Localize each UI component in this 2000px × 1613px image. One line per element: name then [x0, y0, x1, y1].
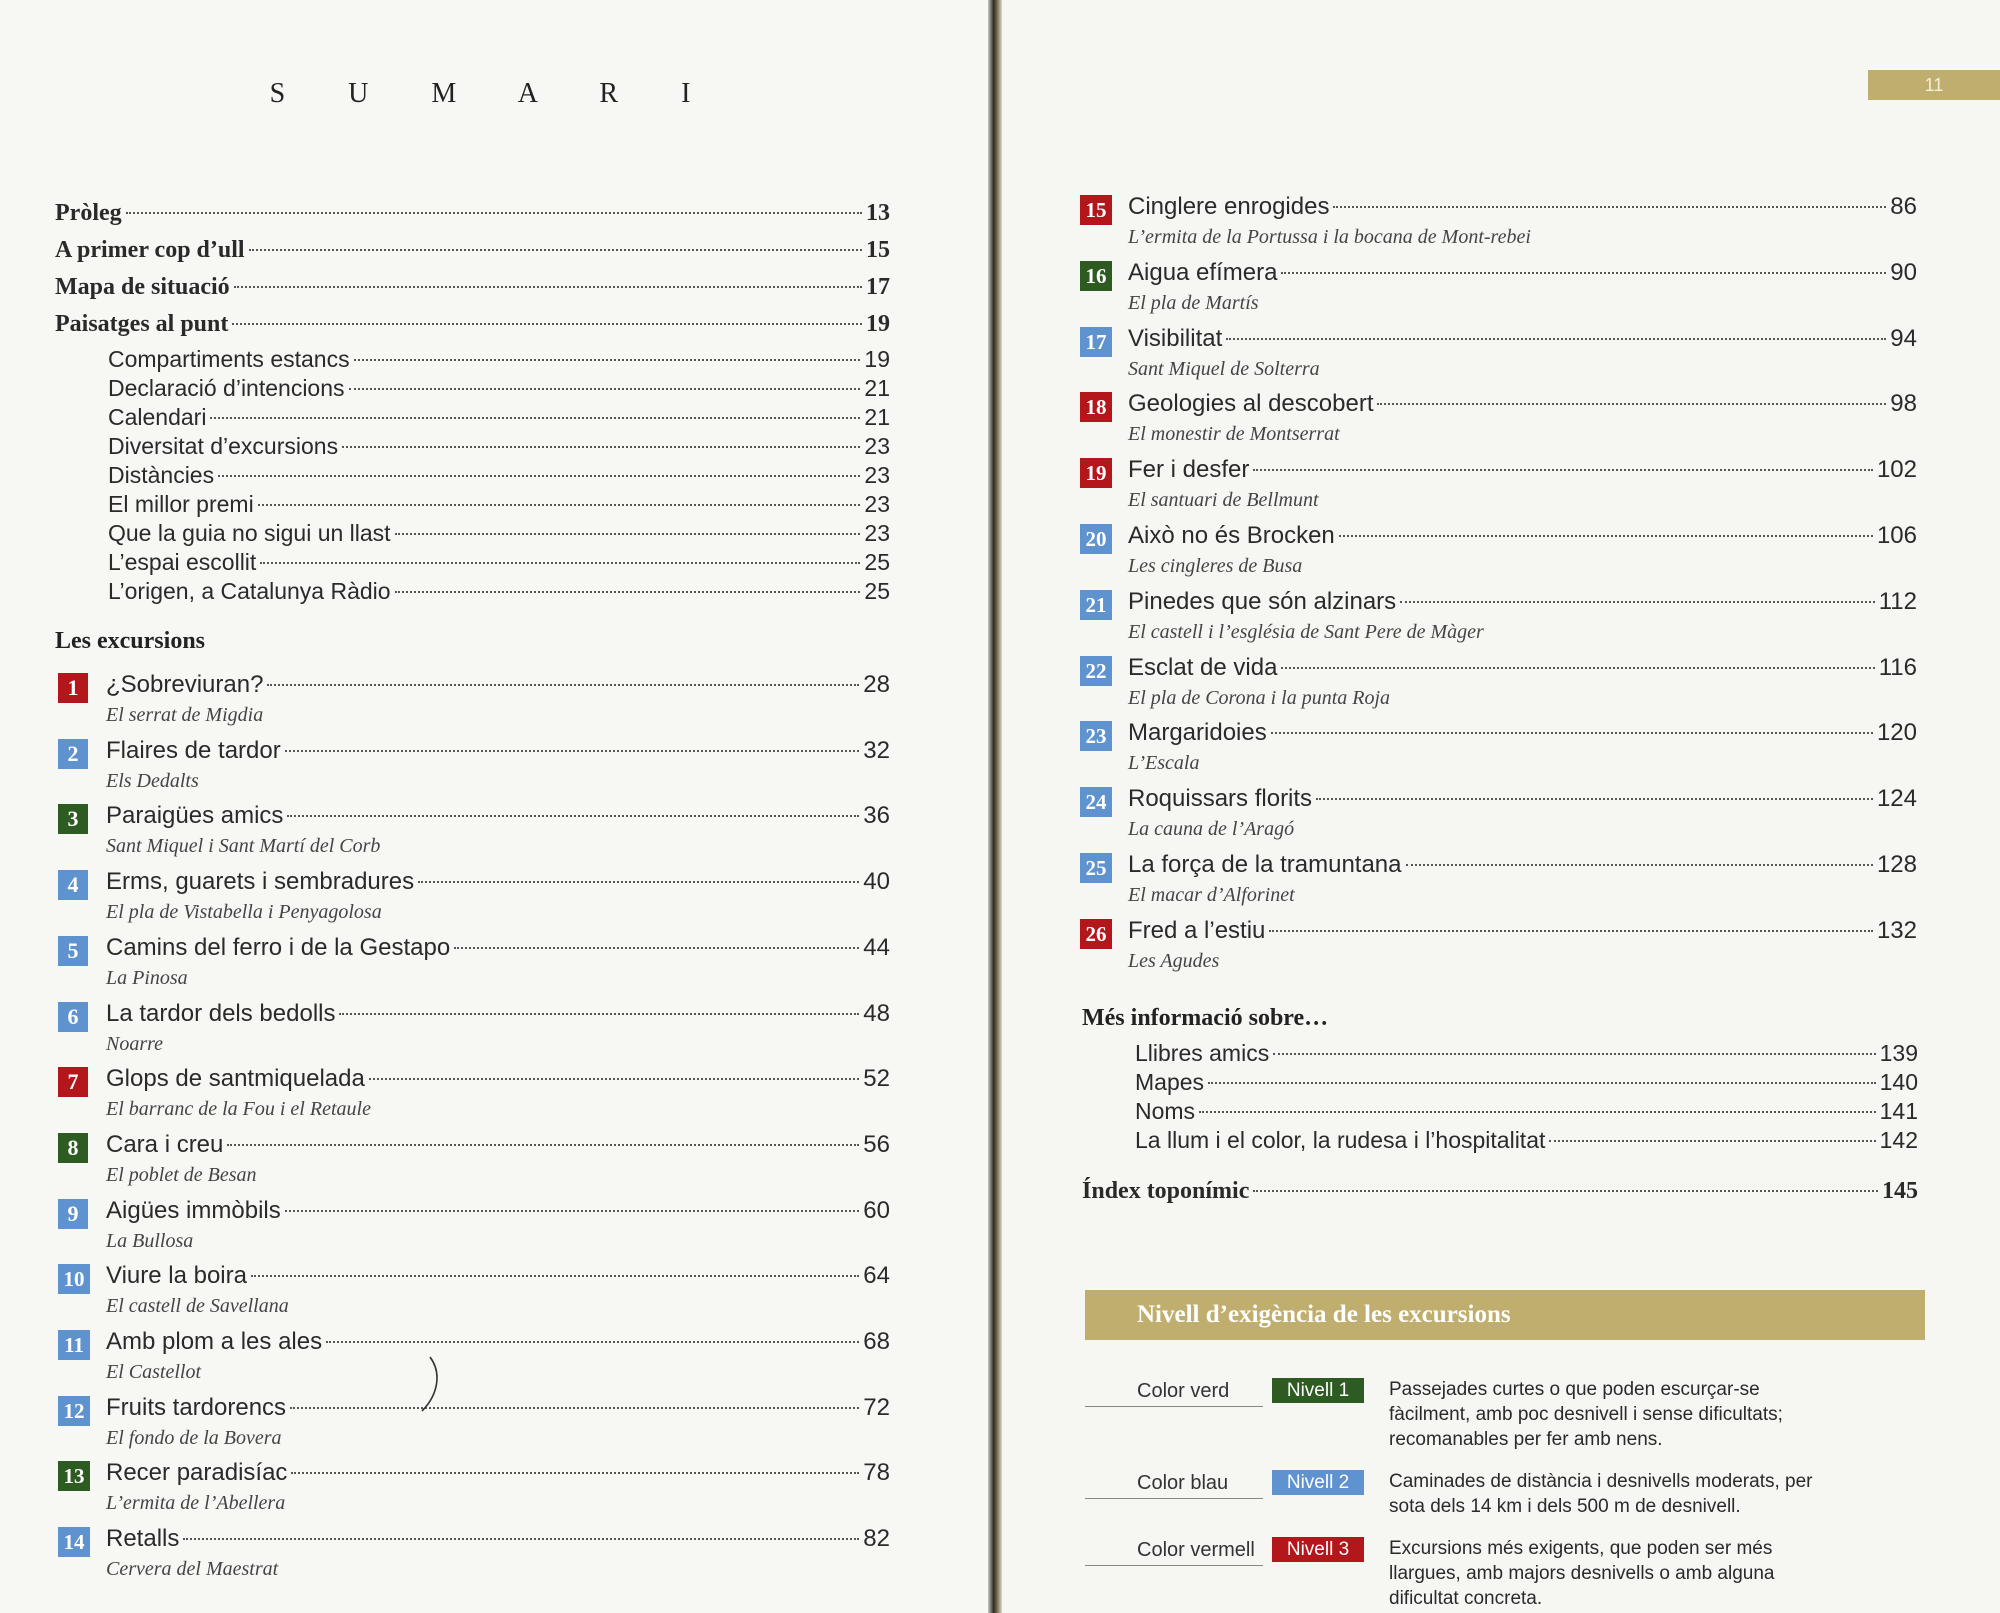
excursion-entry[interactable] [1128, 785, 1917, 813]
more-info-entry-label: Llibres amics [1135, 1040, 1270, 1066]
excursion-number-badge: 4 [58, 870, 88, 900]
toc-entry[interactable] [55, 274, 890, 301]
level-underline [1085, 1565, 1263, 1566]
dot-leader [1199, 1111, 1876, 1113]
toc-subentry[interactable] [108, 462, 890, 489]
dot-leader [1208, 1082, 1876, 1084]
excursion-subtitle: L’ermita de la Portussa i la bocana de Mont-rebei [1128, 226, 1531, 248]
level-tag: Nivell 3 [1272, 1537, 1364, 1562]
excursion-entry[interactable] [1128, 325, 1917, 353]
dot-leader [369, 1078, 859, 1080]
excursion-entry-label: Flaires de tardor [106, 736, 281, 764]
toc-entry-label: Pròleg [55, 200, 122, 226]
toc-entry-label: A primer cop d’ull [55, 237, 245, 263]
excursion-entry-label: ¿Sobreviuran? [106, 671, 264, 698]
toc-subentry-label: L’origen, a Catalunya Ràdio [108, 578, 391, 604]
level-color-name: Color verd [1137, 1380, 1230, 1402]
excursion-entry[interactable] [106, 1197, 890, 1225]
more-info-entry[interactable] [1135, 1127, 1918, 1154]
excursion-entry-label: Camins del ferro i de la Gestapo [106, 933, 451, 961]
toc-subentry-label: Diversitat d’excursions [108, 433, 339, 459]
excursion-number-badge: 6 [58, 1002, 88, 1032]
excursion-entry-page: 64 [863, 1262, 890, 1290]
toc-subentry-label: Calendari [108, 404, 207, 430]
excursions-heading: Les excursions [55, 628, 205, 654]
dot-leader [354, 359, 861, 361]
toc-subentry-label: El millor premi [108, 491, 254, 517]
excursion-subtitle: El monestir de Montserrat [1128, 423, 1340, 446]
excursion-subtitle: El Castellot [106, 1361, 201, 1383]
excursion-entry-page: 102 [1876, 456, 1917, 484]
excursion-entry[interactable] [106, 737, 890, 765]
dot-leader [454, 947, 859, 949]
excursion-entry-label: La tardor dels bedolls [106, 999, 336, 1027]
dot-leader [1253, 469, 1873, 471]
excursion-entry[interactable] [1128, 522, 1917, 550]
excursion-entry-page: 90 [1890, 258, 1917, 286]
excursion-number-badge: 25 [1080, 853, 1112, 883]
dot-leader [1333, 206, 1886, 208]
toc-subentry[interactable] [108, 346, 890, 373]
excursion-entry-page: 72 [863, 1393, 890, 1421]
excursion-entry[interactable] [106, 868, 890, 896]
toc-subentry-page: 23 [864, 433, 890, 459]
excursion-entry-page: 116 [1878, 653, 1917, 681]
toc-subentry-label: Distàncies [108, 462, 215, 488]
excursion-subtitle: La Bullosa [106, 1229, 194, 1252]
toc-entry-label: Paisatges al punt [55, 311, 229, 337]
dot-leader [1316, 798, 1873, 800]
toc-entry[interactable] [55, 237, 890, 264]
dot-leader [290, 1407, 859, 1409]
excursion-entry-label: Amb plom a les ales [106, 1328, 323, 1355]
dot-leader [1339, 535, 1873, 537]
excursion-entry-label: Glops de santmiquelada [106, 1065, 365, 1093]
excursion-entry-label: Margaridoies [1128, 719, 1267, 747]
dot-leader [1377, 403, 1886, 405]
excursion-subtitle: El castell de Savellana [106, 1295, 289, 1318]
excursion-entry-page: 78 [863, 1459, 890, 1487]
excursion-entry[interactable] [1128, 390, 1917, 418]
excursion-number-badge: 11 [58, 1330, 90, 1360]
more-info-entry[interactable] [1135, 1040, 1918, 1067]
dot-leader [1253, 1190, 1878, 1192]
excursion-entry-label: Aigües immòbils [106, 1196, 281, 1224]
excursion-entry-page: 40 [863, 868, 890, 896]
dot-leader [291, 1472, 859, 1474]
excursion-number-badge: 9 [58, 1199, 88, 1229]
excursion-entry-page: 132 [1876, 916, 1917, 944]
book-gutter [988, 0, 1002, 1613]
page-number: 11 [1868, 70, 2000, 100]
dot-leader [232, 323, 862, 325]
dot-leader [1226, 338, 1886, 340]
excursion-subtitle: Els Dedalts [106, 769, 199, 792]
excursion-subtitle: L’Escala [1128, 752, 1200, 775]
index-entry[interactable] [1082, 1178, 1918, 1205]
page-title: S U M A R I [269, 78, 719, 109]
excursion-entry[interactable] [1128, 259, 1917, 287]
excursion-entry-page: 28 [863, 671, 890, 698]
toc-subentry[interactable] [108, 491, 890, 518]
excursion-subtitle: Les Agudes [1128, 949, 1220, 972]
excursion-entry[interactable] [1128, 193, 1917, 221]
level-tag: Nivell 1 [1272, 1378, 1364, 1403]
more-info-entry-label: La llum i el color, la rudesa i l’hospitalitat [1135, 1127, 1546, 1153]
dot-leader [1406, 864, 1873, 866]
excursion-entry[interactable] [106, 1000, 890, 1028]
excursion-entry-page: 56 [863, 1130, 890, 1158]
more-info-entry-page: 141 [1879, 1098, 1918, 1124]
toc-subentry[interactable] [108, 520, 890, 547]
excursion-subtitle: Sant Miquel de Solterra [1128, 357, 1320, 380]
index-entry-label: Índex toponímic [1082, 1178, 1250, 1204]
excursion-number-badge: 15 [1080, 195, 1112, 225]
excursion-entry[interactable] [106, 1262, 890, 1290]
dot-leader [258, 504, 861, 506]
excursion-entry-label: Roquissars florits [1128, 785, 1313, 813]
excursion-entry-page: 48 [863, 999, 890, 1027]
excursion-number-badge: 22 [1080, 656, 1112, 686]
toc-entry[interactable] [55, 200, 890, 227]
excursion-entry-label: Geologies al descobert [1128, 390, 1374, 418]
pencil-mark-icon [420, 1355, 460, 1415]
excursion-entry-label: La força de la tramuntana [1128, 851, 1402, 878]
excursion-entry-page: 98 [1890, 390, 1917, 418]
excursion-number-badge: 24 [1080, 787, 1112, 817]
excursion-entry[interactable] [1128, 588, 1917, 616]
excursion-number-badge: 12 [58, 1396, 90, 1426]
toc-subentry[interactable] [108, 375, 890, 402]
toc-subentry[interactable] [108, 549, 890, 576]
dot-leader [234, 286, 862, 288]
toc-subentry-label: Que la guia no sigui un llast [108, 520, 391, 546]
excursion-number-badge: 2 [58, 739, 88, 769]
excursion-entry[interactable] [106, 934, 890, 962]
excursion-entry-label: Erms, guarets i sembradures [106, 868, 415, 896]
more-info-entry-label: Mapes [1135, 1069, 1205, 1095]
excursion-entry-page: 128 [1876, 851, 1917, 878]
toc-subentry[interactable] [108, 433, 890, 460]
excursion-entry[interactable] [1128, 456, 1917, 484]
dot-leader [1281, 667, 1874, 669]
excursion-subtitle: El pla de Martís [1128, 291, 1259, 314]
excursion-subtitle: La cauna de l’Aragó [1128, 818, 1295, 841]
dot-leader [218, 475, 860, 477]
dot-leader [349, 388, 861, 390]
excursion-entry-label: Paraigües amics [106, 802, 284, 830]
dot-leader [1269, 930, 1873, 932]
excursion-entry[interactable] [106, 1065, 890, 1093]
level-color-name: Color vermell [1137, 1539, 1255, 1561]
excursion-entry-label: Aigua efímera [1128, 258, 1278, 286]
excursion-subtitle: El pla de Vistabella i Penyagolosa [106, 901, 382, 924]
excursion-entry-page: 120 [1876, 719, 1917, 747]
excursion-number-badge: 14 [58, 1527, 90, 1557]
excursion-number-badge: 3 [58, 804, 88, 834]
dot-leader [126, 212, 862, 214]
excursion-entry-page: 106 [1876, 522, 1917, 549]
dot-leader [251, 1275, 859, 1277]
left-page [0, 0, 988, 1613]
more-info-heading: Més informació sobre… [1082, 1005, 1329, 1031]
toc-entry-page: 15 [866, 237, 890, 263]
dot-leader [183, 1538, 859, 1540]
excursion-number-badge: 18 [1080, 392, 1112, 422]
more-info-entry-page: 140 [1879, 1069, 1918, 1095]
dot-leader [1549, 1140, 1875, 1142]
excursion-entry-page: 32 [863, 736, 890, 764]
dot-leader [395, 591, 861, 593]
dot-leader [1273, 1053, 1875, 1055]
excursion-number-badge: 26 [1080, 919, 1112, 949]
excursion-subtitle: Noarre [106, 1032, 164, 1055]
excursion-entry-page: 44 [863, 933, 890, 961]
toc-entry[interactable] [55, 311, 890, 338]
more-info-entry-page: 142 [1879, 1127, 1918, 1153]
toc-subentry-page: 23 [864, 491, 890, 517]
dot-leader [1400, 601, 1875, 603]
dot-leader [210, 417, 860, 419]
dot-leader [1271, 732, 1873, 734]
excursion-entry[interactable] [106, 1459, 890, 1487]
index-entry-page: 145 [1882, 1178, 1918, 1204]
excursion-entry-label: Esclat de vida [1128, 653, 1278, 681]
excursion-entry[interactable] [1128, 654, 1917, 682]
excursion-subtitle: El barranc de la Fou i el Retaule [106, 1098, 371, 1121]
dot-leader [227, 1144, 859, 1146]
more-info-entry[interactable] [1135, 1098, 1918, 1125]
excursion-subtitle: L’ermita de l’Abellera [106, 1492, 286, 1515]
levels-heading: Nivell d’exigència de les excursions [1085, 1290, 1925, 1340]
level-underline [1085, 1406, 1263, 1407]
excursion-number-badge: 5 [58, 936, 88, 966]
excursion-entry-label: Fruits tardorencs [106, 1393, 287, 1421]
excursion-number-badge: 17 [1080, 327, 1112, 357]
excursion-entry-label: Això no és Brocken [1128, 522, 1335, 549]
excursion-entry[interactable] [1128, 851, 1917, 879]
excursion-entry-label: Pinedes que són alzinars [1128, 587, 1397, 615]
excursion-subtitle: El santuari de Bellmunt [1128, 489, 1319, 512]
excursion-entry-label: Cinglere enrogides [1128, 193, 1330, 220]
more-info-entry[interactable] [1135, 1069, 1918, 1096]
level-underline [1085, 1498, 1263, 1499]
excursion-subtitle: El fondo de la Bovera [106, 1426, 282, 1449]
excursion-entry[interactable] [106, 671, 890, 699]
excursion-number-badge: 16 [1080, 261, 1112, 291]
dot-leader [287, 815, 859, 817]
excursion-entry[interactable] [106, 1328, 890, 1356]
excursion-subtitle: El serrat de Migdia [106, 704, 264, 726]
excursion-entry[interactable] [106, 1525, 890, 1553]
toc-subentry-page: 23 [864, 520, 890, 546]
excursion-entry[interactable] [106, 802, 890, 830]
excursion-entry-page: 82 [863, 1525, 890, 1553]
toc-subentry-label: L’espai escollit [108, 549, 257, 575]
level-description: Passejades curtes o que poden escurçar-se fàcilment, amb poc desnivell i sense dificultats; recomanables per fer amb nens. [1389, 1379, 1783, 1450]
excursion-number-badge: 13 [58, 1461, 90, 1491]
excursion-entry-page: 68 [863, 1328, 890, 1355]
toc-entry-label: Mapa de situació [55, 274, 230, 300]
excursion-number-badge: 23 [1080, 721, 1112, 751]
dot-leader [249, 249, 862, 251]
excursion-entry[interactable] [1128, 917, 1917, 945]
toc-subentry-page: 21 [864, 404, 890, 430]
excursion-subtitle: El macar d’Alforinet [1128, 884, 1295, 906]
toc-subentry[interactable] [108, 404, 890, 431]
toc-subentry[interactable] [108, 578, 890, 605]
excursion-subtitle: Sant Miquel i Sant Martí del Corb [106, 835, 381, 858]
toc-subentry-label: Compartiments estancs [108, 346, 350, 372]
excursion-entry[interactable] [106, 1131, 890, 1159]
dot-leader [285, 750, 860, 752]
dot-leader [418, 881, 859, 883]
excursion-subtitle: La Pinosa [106, 966, 188, 989]
toc-entry-page: 17 [866, 274, 890, 300]
more-info-entry-label: Noms [1135, 1098, 1196, 1124]
excursion-entry-page: 86 [1890, 193, 1917, 220]
excursion-number-badge: 10 [58, 1264, 90, 1294]
toc-entry-page: 19 [866, 311, 890, 337]
dot-leader [285, 1210, 860, 1212]
excursion-subtitle: El castell i l’església de Sant Pere de Màger [1128, 620, 1484, 643]
excursion-entry-page: 52 [863, 1065, 890, 1093]
dot-leader [267, 684, 859, 686]
excursion-entry-label: Fer i desfer [1128, 456, 1250, 484]
more-info-entry-page: 139 [1879, 1040, 1918, 1066]
excursion-subtitle: El poblet de Besan [106, 1163, 257, 1186]
excursion-number-badge: 1 [58, 673, 88, 703]
excursion-entry-label: Retalls [106, 1525, 180, 1553]
toc-subentry-page: 25 [864, 578, 890, 604]
dot-leader [326, 1341, 859, 1343]
excursion-entry[interactable] [106, 1394, 890, 1422]
excursion-subtitle: Cervera del Maestrat [106, 1558, 279, 1581]
toc-subentry-page: 19 [864, 346, 890, 372]
excursion-entry-page: 36 [863, 802, 890, 830]
excursion-entry-label: Cara i creu [106, 1130, 224, 1158]
excursion-entry-label: Recer paradisíac [106, 1459, 288, 1487]
excursion-number-badge: 20 [1080, 524, 1112, 554]
level-tag: Nivell 2 [1272, 1470, 1364, 1495]
excursion-subtitle: Les cingleres de Busa [1128, 555, 1303, 577]
toc-entry-page: 13 [866, 200, 890, 226]
excursion-entry-label: Fred a l’estiu [1128, 916, 1266, 944]
toc-subentry-page: 25 [864, 549, 890, 575]
excursion-number-badge: 7 [58, 1067, 88, 1097]
toc-subentry-page: 21 [864, 375, 890, 401]
excursion-entry[interactable] [1128, 719, 1917, 747]
dot-leader [339, 1013, 859, 1015]
dot-leader [395, 533, 861, 535]
level-description: Caminades de distància i desnivells moderats, per sota dels 14 km i dels 500 m de desnivell. [1389, 1471, 1813, 1517]
level-description: Excursions més exigents, que poden ser més llargues, amb majors desnivells o amb alguna dificultat concreta. [1389, 1538, 1775, 1609]
excursion-entry-page: 60 [863, 1196, 890, 1224]
excursion-number-badge: 19 [1080, 458, 1112, 488]
dot-leader [1281, 272, 1886, 274]
level-color-name: Color blau [1137, 1472, 1229, 1494]
excursion-entry-page: 124 [1876, 785, 1917, 813]
toc-subentry-page: 23 [864, 462, 890, 488]
toc-subentry-label: Declaració d’intencions [108, 375, 345, 401]
excursion-number-badge: 21 [1080, 590, 1112, 620]
excursion-subtitle: El pla de Corona i la punta Roja [1128, 686, 1391, 709]
excursion-entry-page: 112 [1878, 587, 1917, 615]
excursion-entry-label: Viure la boira [106, 1262, 247, 1290]
excursion-entry-page: 94 [1890, 324, 1917, 352]
excursion-number-badge: 8 [58, 1133, 88, 1163]
dot-leader [260, 562, 860, 564]
excursion-entry-label: Visibilitat [1128, 324, 1223, 352]
dot-leader [342, 446, 860, 448]
